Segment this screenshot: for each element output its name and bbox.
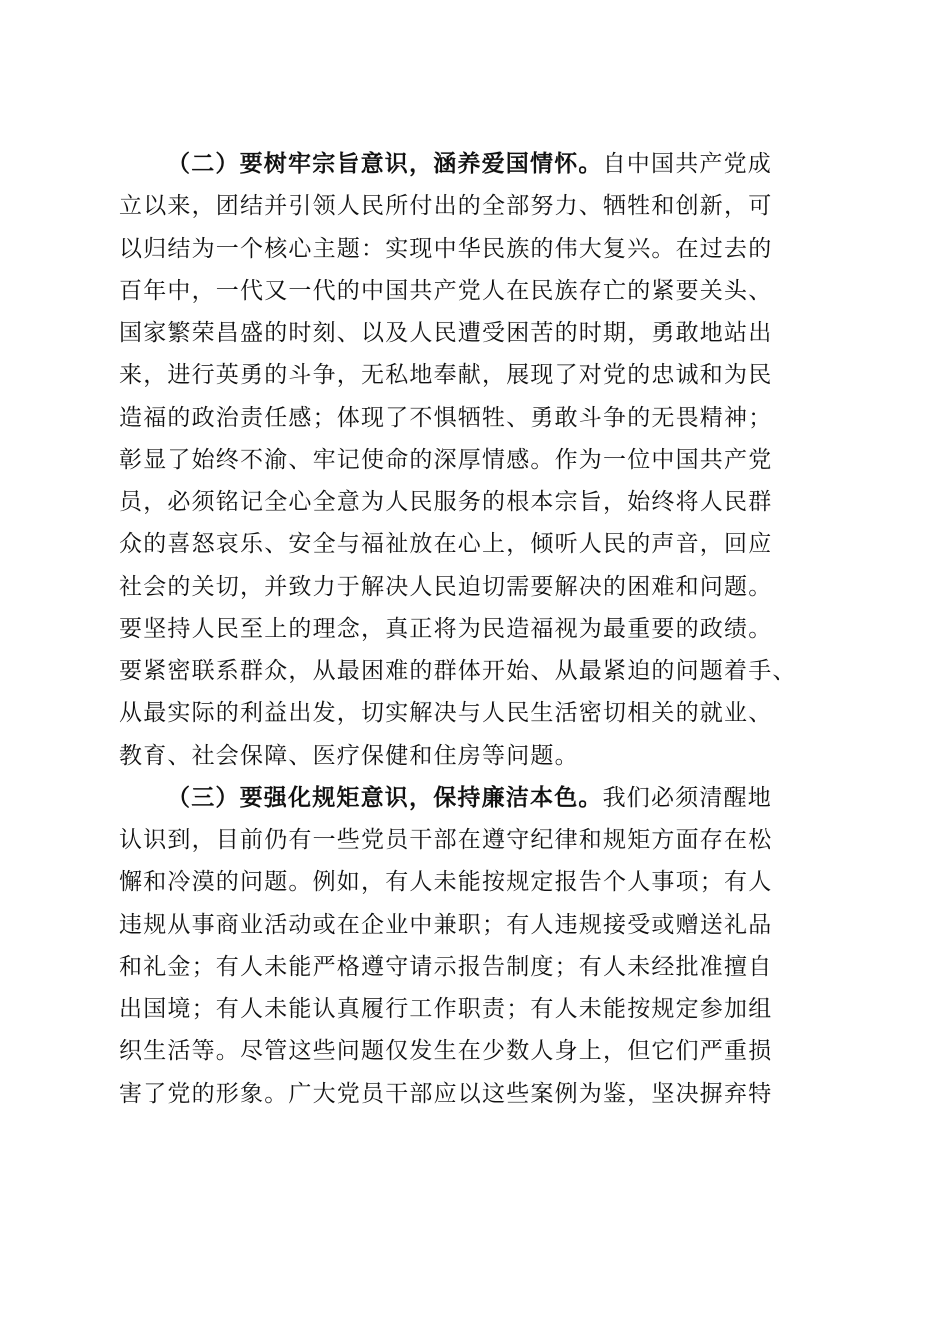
document-body [119,143,831,1115]
section-heading: （三）要强化规矩意识，保持廉洁本色。 [167,783,603,811]
paragraph-line [119,777,831,819]
paragraph-line: 员，必须铭记全心全意为人民服务的根本宗旨，始终将人民群 [119,489,773,515]
paragraph-line: 要坚持人民至上的理念，真正将为民造福视为最重要的政绩。 [119,615,773,642]
paragraph-line: 百年中，一代又一代的中国共产党人在民族存亡的紧要关头、 [119,277,773,304]
paragraph-section-2 [119,143,831,777]
paragraph-line: 造福的政治责任感；体现了不惧牺牲、勇敢斗争的无畏精神； [119,404,773,431]
paragraph-line: 和礼金；有人未能严格遵守请示报告制度；有人未经批准擅自 [119,953,773,980]
paragraph-line: 社会的关切，并致力于解决人民迫切需要解决的困难和问题。 [119,573,773,600]
paragraph-line: 立以来，团结并引领人民所付出的全部努力、牺牲和创新，可 [119,193,773,220]
paragraph-line: 要紧密联系群众，从最困难的群体开始、从最紧迫的问题着手、 [119,658,797,684]
section-heading: （二）要树牢宗旨意识，涵养爱国情怀。 [167,150,603,177]
paragraph-line: 认识到，目前仍有一些党员干部在遵守纪律和规矩方面存在松 [119,827,773,853]
paragraph-line: 国家繁荣昌盛的时刻、以及人民遭受困苦的时期，勇敢地站出 [119,320,773,346]
paragraph-line: 来，进行英勇的斗争，无私地奉献，展现了对党的忠诚和为民 [119,362,773,389]
paragraph-line: 违规从事商业活动或在企业中兼职；有人违规接受或赠送礼品 [119,911,773,938]
paragraph-line: 众的喜怒哀乐、安全与福祉放在心上，倾听人民的声音，回应 [119,531,773,558]
paragraph-line: 以归结为一个核心主题：实现中华民族的伟大复兴。在过去的 [119,235,773,262]
paragraph-line: 出国境；有人未能认真履行工作职责；有人未能按规定参加组 [119,996,773,1022]
paragraph-text: 我们必须清醒地 [602,784,773,811]
paragraph-text: 自中国共产党成 [602,151,773,177]
paragraph-line [119,143,831,185]
paragraph-line: 织生活等。尽管这些问题仅发生在少数人身上，但它们严重损 [119,1038,773,1065]
paragraph-line: 彰显了始终不渝、牢记使命的深厚情感。作为一位中国共产党 [119,446,773,473]
paragraph-section-3 [119,777,831,1115]
paragraph-line: 害了党的形象。广大党员干部应以这些案例为鉴，坚决摒弃特 [119,1080,773,1107]
paragraph-line: 懈和冷漠的问题。例如，有人未能按规定报告个人事项；有人 [119,869,773,896]
paragraph-line: 从最实际的利益出发，切实解决与人民生活密切相关的就业、 [119,700,773,727]
paragraph-line: 教育、社会保障、医疗保健和住房等问题。 [119,742,579,769]
